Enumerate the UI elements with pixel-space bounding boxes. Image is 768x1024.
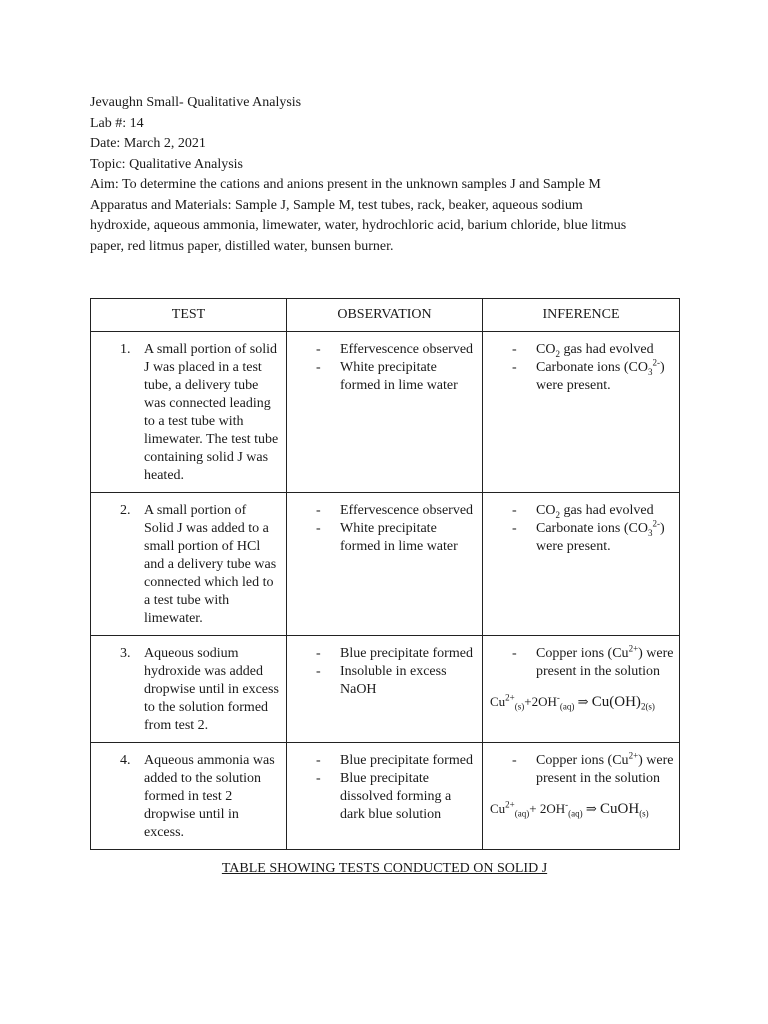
test-number: 2.: [120, 503, 131, 518]
inference-cell: [483, 636, 680, 743]
inference-item: - Copper ions $(Cu^{2+})$ were present in the solution: [512, 750, 674, 786]
table-caption: TABLE SHOWING TESTS CONDUCTED ON SOLID J: [221, 861, 548, 876]
header-apparatus-line-1: Apparatus and Materials: Sample J, Sample M, test tubes, rack, beaker, aqueous sodium: [90, 197, 583, 213]
header-title: Jevaughn Small- Qualitative Analysis: [90, 95, 302, 110]
table-header-row: [91, 299, 680, 332]
test-description: Aqueous sodium hydroxide was added dropwise until in excess to the solution formed from test 2.: [144, 646, 279, 733]
inference-cell: [483, 743, 680, 850]
table-row: [91, 332, 680, 493]
observation-item: - Blue precipitate dissolved forming a dark blue solution: [316, 771, 452, 822]
test-cell: [91, 636, 287, 743]
observation-cell: [287, 493, 483, 636]
observation-item: - Insoluble in excess NaOH: [316, 664, 447, 697]
chemical-equation: $Cu^{2+}_{(aq)}+ 2OH^-_{(aq)}$ ⇒ CuOH$_{(s)}$: [490, 799, 649, 819]
test-cell: [91, 493, 287, 636]
test-number: 1.: [120, 342, 131, 357]
test-number: 4.: [120, 753, 131, 768]
header-topic: Topic: Qualitative Analysis: [90, 156, 243, 172]
results-table: [90, 298, 680, 850]
inference-item: - $CO_2$ gas had evolved: [512, 503, 654, 520]
header-aim: Aim: To determine the cations and anions present in the unknown samples J and Sample M: [90, 177, 601, 192]
column-header-test: TEST: [91, 299, 287, 332]
observation-item: - Blue precipitate formed: [316, 753, 473, 768]
test-number: 3.: [120, 646, 131, 661]
column-header-observation: OBSERVATION: [287, 299, 483, 332]
observation-cell: [287, 636, 483, 743]
test-cell: [91, 332, 287, 493]
table-row: [91, 636, 680, 743]
inference-cell: [483, 493, 680, 636]
observation-item: - White precipitate formed in lime water: [316, 521, 458, 554]
inference-item: - Carbonate ions $(CO_3^{2-})$ were present.: [512, 357, 665, 393]
lab-header: [90, 93, 690, 257]
header-lab-number: Lab #: 14: [90, 115, 144, 131]
test-description: Aqueous ammonia was added to the solution formed in test 2 dropwise until in excess.: [144, 753, 275, 840]
table-row: [91, 493, 680, 636]
inference-item: - Carbonate ions $(CO_3^{2-})$ were present.: [512, 518, 665, 554]
test-description: A small portion of solid J was placed in a test tube, a delivery tube was connected leading to a test tube with limewater. The test tube containing solid J was heated.: [144, 342, 279, 483]
inference-cell: [483, 332, 680, 493]
observation-cell: [287, 743, 483, 850]
observation-item: - White precipitate formed in lime water: [316, 360, 458, 393]
observation-cell: [287, 332, 483, 493]
column-header-inference: INFERENCE: [483, 299, 680, 332]
inference-item: - Copper ions $(Cu^{2+})$ were present in the solution: [512, 643, 674, 679]
observation-item: - Effervescence observed: [316, 503, 474, 518]
inference-item: - $CO_2$ gas had evolved: [512, 342, 654, 359]
observation-item: - Blue precipitate formed: [316, 646, 473, 661]
header-apparatus-line-3: paper, red litmus paper, distilled water, bunsen burner.: [90, 238, 394, 254]
header-apparatus-line-2: hydroxide, aqueous ammonia, limewater, water, hydrochloric acid, barium chloride, blue litmus: [90, 218, 627, 233]
header-date: Date: March 2, 2021: [90, 136, 206, 151]
observation-item: - Effervescence observed: [316, 342, 474, 357]
chemical-equation: $Cu^{2+}_{(s)}+2OH^-_{(aq)}$ ⇒ $Cu(OH)_{2(s)}$: [490, 692, 655, 712]
test-cell: [91, 743, 287, 850]
table-row: [91, 743, 680, 850]
test-description: A small portion of Solid J was added to a small portion of HCl and a delivery tube was connected which led to a test tube with limewater.: [144, 503, 277, 626]
